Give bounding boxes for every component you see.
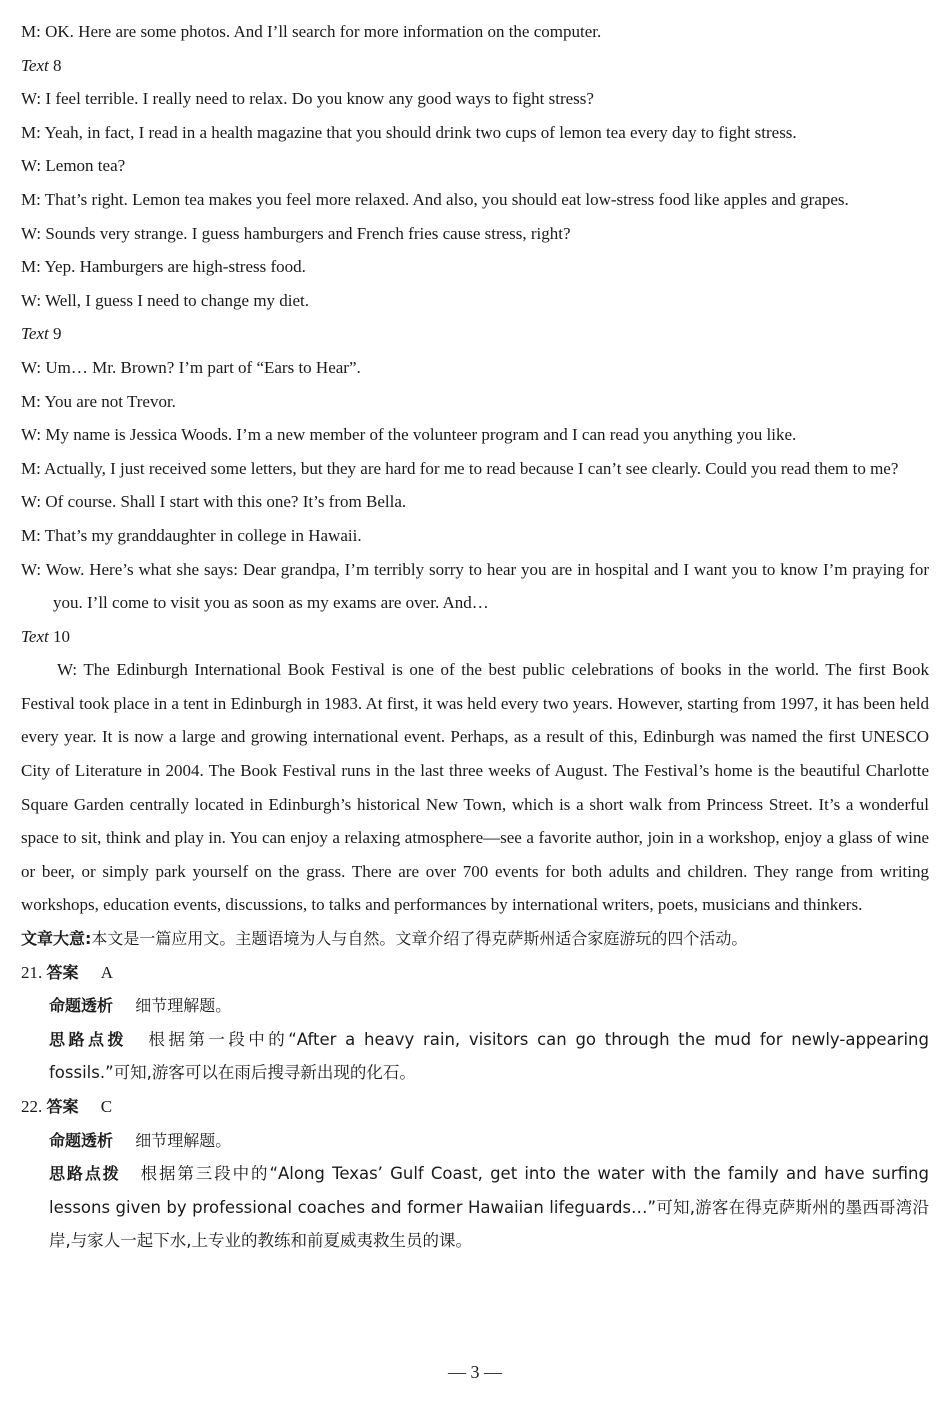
dialogue-text: OK. Here are some photos. And I’ll search for more information on the computer. bbox=[45, 22, 602, 41]
answer-item: 22. 答案 C bbox=[21, 1097, 113, 1116]
dialogue-line: W: Well, I guess I need to change my diet. bbox=[21, 290, 310, 310]
document-page bbox=[21, 15, 929, 1258]
dialogue-line: M: OK. Here are some photos. And I’ll search for more information on the computer. bbox=[21, 15, 929, 49]
speaker: M bbox=[21, 22, 37, 41]
dialogue-line: W: Sounds very strange. I guess hamburgers and French fries cause stress, right? bbox=[21, 223, 571, 243]
dialogue-line: M: You are not Trevor. bbox=[21, 391, 176, 411]
dialogue-line: M: Actually, I just received some letters, but they are hard for me to read because I can’t see clearly. Could you read them to me? bbox=[21, 458, 899, 478]
dialogue-line: M: Yep. Hamburgers are high-stress food. bbox=[21, 257, 306, 277]
section-heading-text9: Text 9 bbox=[21, 324, 62, 344]
dialogue-line: M: Yeah, in fact, I read in a health magazine that you should drink two cups of lemon tea every day to fight stress. bbox=[21, 122, 797, 142]
question-type: 命题透析 细节理解题。 bbox=[49, 996, 232, 1016]
dialogue-line: W: Lemon tea? bbox=[21, 156, 126, 176]
section-heading-text10: Text 10 bbox=[21, 626, 70, 646]
dialogue-line: M: That’s right. Lemon tea makes you feel more relaxed. And also, you should eat low-stress food like apples and grapes. bbox=[21, 189, 849, 209]
page-number: — 3 — bbox=[448, 1362, 502, 1382]
section-heading-text8: Text 8 bbox=[21, 55, 62, 75]
answer-explanation: 思路点拨 根据第三段中的“Along Texas’ Gulf Coast, get into the water with the family and have surfing lessons given by professional coaches and former Hawaiian lifeguards…”可知,游客在得克萨斯州的墨西哥湾沿岸,与家人一起下水,上专业的教练和前夏威夷救生员的课。 bbox=[49, 1164, 929, 1251]
dialogue-line: W: My name is Jessica Woods. I’m a new member of the volunteer program and I can read you anything you like. bbox=[21, 425, 797, 445]
dialogue-line: W: I feel terrible. I really need to relax. Do you know any good ways to fight stress? bbox=[21, 89, 594, 109]
question-type: 命题透析 细节理解题。 bbox=[49, 1130, 232, 1150]
dialogue-line: M: That’s my granddaughter in college in Hawaii. bbox=[21, 525, 362, 545]
dialogue-line: W: Um… Mr. Brown? I’m part of “Ears to Hear”. bbox=[21, 357, 361, 377]
answer-item: 21. 答案 A bbox=[21, 962, 114, 982]
dialogue-line: W: Of course. Shall I start with this one? It’s from Bella. bbox=[21, 492, 407, 512]
answer-explanation: 思路点拨 根据第一段中的“After a heavy rain, visitors can go through the mud for newly-appearing fossils.”可知,游客可以在雨后搜寻新出现的化石。 bbox=[49, 1029, 929, 1083]
dialogue-line: W: Wow. Here’s what she says: Dear grandpa, I’m terribly sorry to hear you are in hospital and I want you to know I’m praying for you. I’ll come to visit you as soon as my exams are over. And… bbox=[21, 559, 930, 613]
monologue-paragraph: W: The Edinburgh International Book Festival is one of the best public celebrations of books in the world. The first Book Festival took place in a tent in Edinburgh in 1983. At first, it was held every two years. However, starting from 1997, it has been held every year. It is now a large and growing international event. Perhaps, as a result of this, Edinburgh was named the first UNESCO City of Literature in 2004. The Book Festival runs in the last three weeks of August. The Festival’s home is the beautiful Charlotte Square Garden centrally located in Edinburgh’s historical New Town, which is a short walk from Princess Street. It’s a wonderful space to sit, think and play in. You can enjoy a relaxing atmosphere—see a favorite author, join in a workshop, enjoy a glass of wine or beer, or simply park yourself on the grass. There are over 700 events for both adults and children. They range from writing workshops, education events, discussions, to talks and performances by international writers, poets, musicians and thinkers. bbox=[21, 660, 929, 915]
article-summary: 文章大意:本文是一篇应用文。主题语境为人与自然。文章介绍了得克萨斯州适合家庭游玩的四个活动。 bbox=[21, 929, 748, 949]
